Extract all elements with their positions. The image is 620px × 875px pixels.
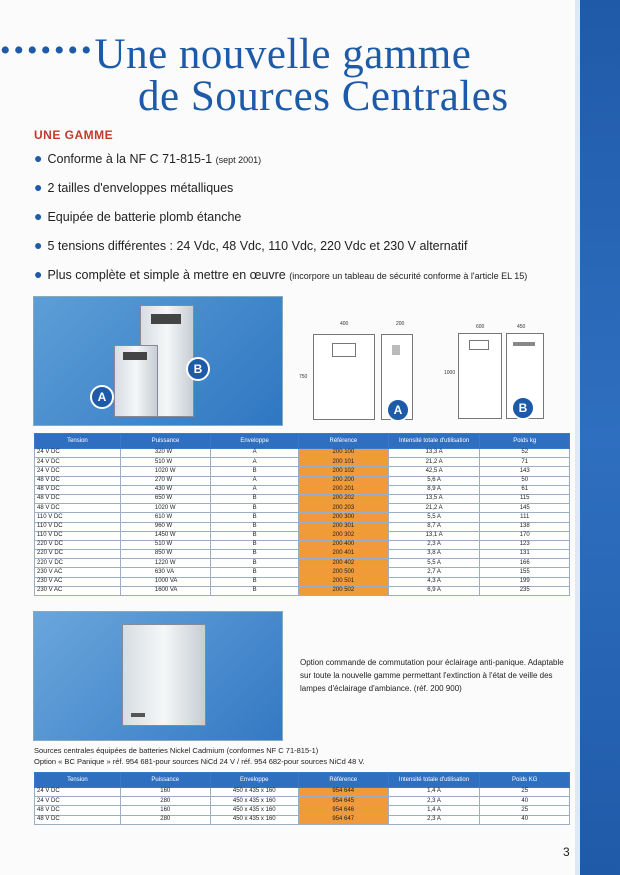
table-cell: 200 200: [299, 476, 389, 485]
table-cell: 610 W: [120, 513, 210, 522]
badge-a-icon: A: [90, 385, 114, 409]
table-cell: 200 102: [299, 467, 389, 476]
table-row: [35, 485, 570, 494]
badge-a-drawing-icon: A: [386, 398, 410, 422]
drawing-panel: [332, 343, 356, 357]
table-cell: 200 201: [299, 485, 389, 494]
table-cell: 200 301: [299, 522, 389, 531]
table-cell: 25: [480, 788, 570, 797]
bullet-icon: ●: [34, 266, 43, 282]
table-cell: 280: [120, 797, 210, 806]
bullet-icon: ●: [34, 179, 43, 195]
table-cell: 320 W: [120, 449, 210, 458]
bullet-text: Plus complète et simple à mettre en œuvre: [47, 268, 286, 282]
table-cell: 5,5 A: [388, 513, 480, 522]
table-row: [35, 531, 570, 540]
table-cell: A: [211, 449, 299, 458]
table-cell: 143: [480, 467, 570, 476]
list-item: [34, 208, 574, 237]
table-cell: 48 V DC: [35, 485, 121, 494]
column-header: Tension: [35, 773, 121, 788]
bullet-text: Equipée de batterie plomb étanche: [47, 210, 242, 224]
table-cell: 123: [480, 540, 570, 549]
table-cell: 510 W: [120, 540, 210, 549]
table-cell: 200 100: [299, 449, 389, 458]
table-cell: 138: [480, 522, 570, 531]
table-cell: 954 644: [298, 788, 388, 797]
table-cell: 199: [480, 577, 570, 586]
title-line-2: de Sources Centrales: [138, 73, 509, 120]
table-cell: 4,3 A: [388, 577, 480, 586]
table-cell: 450 x 435 x 160: [210, 788, 298, 797]
table-cell: 200 400: [299, 540, 389, 549]
table-cell: 48 V DC: [35, 504, 121, 513]
table-header-row: [35, 434, 570, 449]
note-line-1: Sources centrales équipées de batteries Nickel Cadmium (conformes NF C 71-815-1): [34, 746, 319, 755]
table-cell: 131: [480, 550, 570, 559]
table-cell: 200 401: [299, 550, 389, 559]
table-cell: 24 V DC: [35, 788, 121, 797]
table-row: [35, 797, 570, 806]
table-cell: 145: [480, 504, 570, 513]
column-header: Puissance: [120, 434, 210, 449]
table-cell: 450 x 435 x 160: [210, 815, 298, 824]
dim-a-height: 750: [299, 374, 308, 380]
list-item: [34, 266, 574, 295]
drawing-panel: [513, 342, 535, 346]
table-cell: 110 V DC: [35, 522, 121, 531]
table-cell: 42,5 A: [388, 467, 480, 476]
table-cell: B: [211, 550, 299, 559]
table-cell: B: [211, 513, 299, 522]
table-row: [35, 568, 570, 577]
table-cell: 200 402: [299, 559, 389, 568]
table-cell: 8,7 A: [388, 522, 480, 531]
table-row: [35, 449, 570, 458]
drawing-panel: [392, 345, 400, 355]
column-header: Intensité totale d'utilisation: [388, 773, 480, 788]
table-cell: A: [211, 485, 299, 494]
badge-b-drawing-icon: B: [511, 396, 535, 420]
table-cell: B: [211, 540, 299, 549]
table-cell: 1220 W: [120, 559, 210, 568]
dim-b-width: 600: [476, 324, 485, 330]
table-cell: 13,1 A: [388, 531, 480, 540]
cabinet-panel: [151, 314, 181, 324]
product-photo-nicd: [33, 611, 283, 741]
column-header: Poids kg: [480, 434, 570, 449]
table-cell: 220 V DC: [35, 540, 121, 549]
table-cell: 1020 W: [120, 467, 210, 476]
table-row: [35, 788, 570, 797]
table-cell: 13,3 A: [388, 449, 480, 458]
table-cell: 200 202: [299, 494, 389, 503]
table-cell: 24 V DC: [35, 797, 121, 806]
table-cell: 270 W: [120, 476, 210, 485]
table-row: [35, 559, 570, 568]
table-row: [35, 522, 570, 531]
table-cell: 110 V DC: [35, 513, 121, 522]
table-cell: 5,5 A: [388, 559, 480, 568]
bullet-icon: ●: [34, 208, 43, 224]
table-cell: 630 VA: [120, 568, 210, 577]
table-cell: 40: [480, 815, 570, 824]
title-dots: •••••••: [0, 34, 95, 67]
table-row: [35, 476, 570, 485]
table-cell: 200 300: [299, 513, 389, 522]
table-cell: 1,4 A: [388, 806, 480, 815]
table-cell: 200 302: [299, 531, 389, 540]
table-cell: 850 W: [120, 550, 210, 559]
column-header: Enveloppe: [211, 434, 299, 449]
table-cell: B: [211, 577, 299, 586]
table-cell: 166: [480, 559, 570, 568]
table-cell: 510 W: [120, 458, 210, 467]
table-cell: B: [211, 467, 299, 476]
table-cell: 48 V DC: [35, 476, 121, 485]
table-cell: 24 V DC: [35, 458, 121, 467]
column-header: Puissance: [120, 773, 210, 788]
section-heading: UNE GAMME: [34, 128, 114, 142]
cabinet-panel: [123, 352, 147, 360]
bullet-icon: ●: [34, 150, 43, 166]
column-header: Référence: [298, 773, 388, 788]
table-cell: 50: [480, 476, 570, 485]
list-item: [34, 150, 574, 179]
nicd-note: [34, 745, 574, 767]
title-line-1: Une nouvelle gamme: [94, 31, 472, 78]
drawing-a-front: [313, 334, 375, 420]
list-item: [34, 237, 574, 266]
column-header: Référence: [299, 434, 389, 449]
table-cell: 155: [480, 568, 570, 577]
note-line-2: Option « BC Panique » réf. 954 681-pour sources NiCd 24 V / réf. 954 682-pour sources NiCd 48 V.: [34, 757, 365, 766]
table-cell: 40: [480, 797, 570, 806]
table-cell: 25: [480, 806, 570, 815]
table-cell: 200 101: [299, 458, 389, 467]
table-cell: 170: [480, 531, 570, 540]
table-cell: 71: [480, 458, 570, 467]
table-cell: 2,3 A: [388, 797, 480, 806]
table-row: [35, 586, 570, 595]
column-header: Enveloppe: [210, 773, 298, 788]
table-cell: 280: [120, 815, 210, 824]
table-row: [35, 513, 570, 522]
column-header: Tension: [35, 434, 121, 449]
bullet-text: 2 tailles d'enveloppes métalliques: [47, 181, 234, 195]
table-cell: 24 V DC: [35, 467, 121, 476]
table-cell: A: [211, 476, 299, 485]
table-row: [35, 494, 570, 503]
page-number: 3: [563, 845, 570, 859]
table-row: [35, 550, 570, 559]
table-cell: 1020 W: [120, 504, 210, 513]
dim-a-width: 400: [340, 321, 349, 327]
bullet-note: (incorpore un tableau de sécurité conforme à l'article EL 15): [289, 271, 528, 281]
nicd-table: [34, 772, 570, 825]
table-cell: B: [211, 494, 299, 503]
bullet-icon: ●: [34, 237, 43, 253]
sidebar-band: [580, 0, 620, 875]
table-header-row: [35, 773, 570, 788]
table-cell: 1600 VA: [120, 586, 210, 595]
table-cell: 8,9 A: [388, 485, 480, 494]
table-cell: 200 502: [299, 586, 389, 595]
table-cell: B: [211, 559, 299, 568]
table-cell: 24 V DC: [35, 449, 121, 458]
table-cell: 48 V DC: [35, 806, 121, 815]
table-cell: 230 V AC: [35, 577, 121, 586]
dim-b-depth: 450: [517, 324, 526, 330]
table-cell: 200 203: [299, 504, 389, 513]
table-cell: 230 V AC: [35, 568, 121, 577]
bullet-note: (sept 2001): [215, 155, 262, 165]
table-cell: 220 V DC: [35, 559, 121, 568]
dim-a-depth: 200: [396, 321, 405, 327]
table-cell: 115: [480, 494, 570, 503]
table-cell: 110 V DC: [35, 531, 121, 540]
table-row: [35, 467, 570, 476]
column-header: Poids KG: [480, 773, 570, 788]
table-row: [35, 815, 570, 824]
bullet-text: Conforme à la NF C 71-815-1: [47, 152, 213, 166]
table-cell: 2,7 A: [388, 568, 480, 577]
table-cell: 48 V DC: [35, 815, 121, 824]
table-cell: B: [211, 522, 299, 531]
table-cell: B: [211, 586, 299, 595]
table-cell: 954 647: [298, 815, 388, 824]
table-cell: B: [211, 531, 299, 540]
option-description: Option commande de commutation pour éclairage anti-panique. Adaptable sur toute la nouvelle gamme permettant l'extinction à l'état de veille des lampes d'éclairage d'ambiance. (réf. 200 900): [300, 658, 564, 693]
table-cell: 21,2 A: [388, 458, 480, 467]
feature-list: [34, 150, 574, 295]
product-table: [34, 433, 570, 596]
table-cell: 13,5 A: [388, 494, 480, 503]
table-cell: 48 V DC: [35, 494, 121, 503]
table-cell: 200 501: [299, 577, 389, 586]
table-cell: B: [211, 504, 299, 513]
table-cell: 220 V DC: [35, 550, 121, 559]
table-cell: 1450 W: [120, 531, 210, 540]
table-cell: 954 646: [298, 806, 388, 815]
badge-b-icon: B: [186, 357, 210, 381]
table-row: [35, 577, 570, 586]
table-row: [35, 504, 570, 513]
table-cell: 450 x 435 x 160: [210, 806, 298, 815]
table-cell: 430 W: [120, 485, 210, 494]
table-cell: 21,2 A: [388, 504, 480, 513]
table-row: [35, 806, 570, 815]
cabinet-a-image: [114, 345, 158, 417]
drawing-panel: [469, 340, 489, 350]
table-cell: 160: [120, 788, 210, 797]
table-cell: 960 W: [120, 522, 210, 531]
table-row: [35, 458, 570, 467]
table-cell: 230 V AC: [35, 586, 121, 595]
table-cell: 2,3 A: [388, 540, 480, 549]
table-cell: 954 645: [298, 797, 388, 806]
table-cell: 111: [480, 513, 570, 522]
table-cell: 52: [480, 449, 570, 458]
table-cell: 235: [480, 586, 570, 595]
dim-b-height: 1000: [444, 370, 456, 376]
table-row: [35, 540, 570, 549]
table-cell: 3,8 A: [388, 550, 480, 559]
table-cell: 160: [120, 806, 210, 815]
table-cell: 200 500: [299, 568, 389, 577]
nicd-cabinet-image: [122, 624, 206, 726]
table-cell: A: [211, 458, 299, 467]
table-cell: B: [211, 568, 299, 577]
product-photo-cabinets: [33, 296, 283, 426]
table-cell: 2,3 A: [388, 815, 480, 824]
table-cell: 450 x 435 x 160: [210, 797, 298, 806]
table-cell: 61: [480, 485, 570, 494]
drawing-b-front: [458, 333, 502, 419]
table-cell: 5,6 A: [388, 476, 480, 485]
list-item: [34, 179, 574, 208]
table-cell: 6,9 A: [388, 586, 480, 595]
cabinet-logo: [131, 713, 145, 717]
table-cell: 1,4 A: [388, 788, 480, 797]
column-header: Intensité totale d'utilisation: [388, 434, 480, 449]
table-cell: 650 W: [120, 494, 210, 503]
table-cell: 1000 VA: [120, 577, 210, 586]
bullet-text: 5 tensions différentes : 24 Vdc, 48 Vdc, 110 Vdc, 220 Vdc et 230 V alternatif: [47, 239, 468, 253]
